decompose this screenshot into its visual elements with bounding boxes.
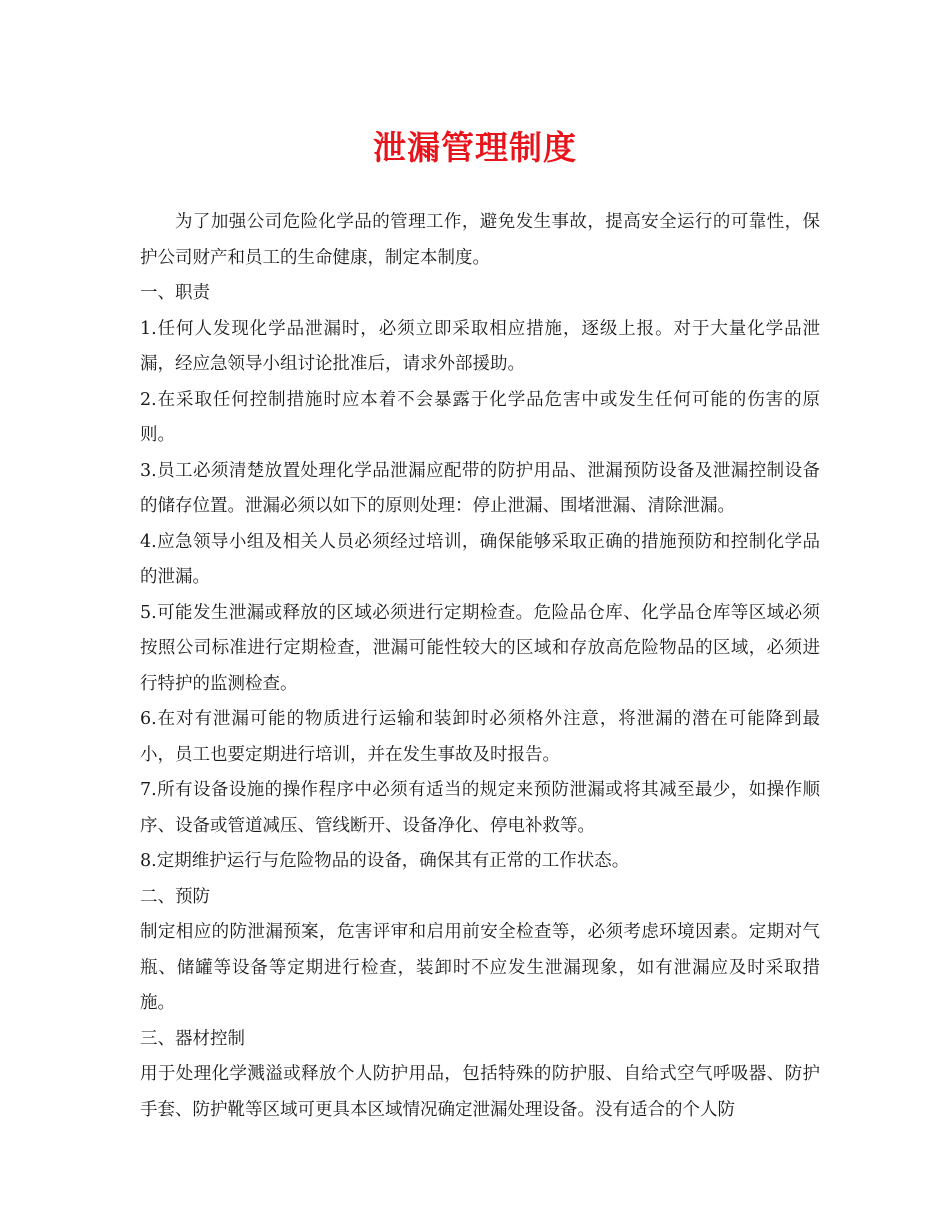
responsibility-item-4: 4.应急领导小组及相关人员必须经过培训，确保能够采取正确的措施预防和控制化学品的泄漏。 — [140, 531, 820, 587]
responsibility-item-2: 2.在采取任何控制措施时应本着不会暴露于化学品危害中或发生任何可能的伤害的原则。 — [140, 389, 820, 445]
responsibility-item-5: 5.可能发生泄漏或释放的区域必须进行定期检查。危险品仓库、化学品仓库等区域必须按照公司标准进行定期检查，泄漏可能性较大的区域和存放高危险物品的区域，必须进行特护的监测检查。 — [140, 602, 820, 694]
section-heading-equipment-control: 三、器材控制 — [140, 1028, 245, 1049]
section-heading-responsibilities: 一、职责 — [140, 283, 210, 303]
equipment-control-paragraph: 用于处理化学溅溢或释放个人防护用品，包括特殊的防护服、自给式空气呼吸器、防护手套、防护靴等区域可更具本区域情况确定泄漏处理设备。没有适合的个人防 — [140, 1064, 820, 1120]
prevention-paragraph: 制定相应的防泄漏预案，危害评审和启用前安全检查等，必须考虑环境因素。定期对气瓶、储罐等设备等定期进行检查，装卸时不应发生泄漏现象，如有泄漏应及时采取措施。 — [140, 922, 820, 1013]
responsibility-item-1: 1.任何人发现化学品泄漏时，必须立即采取相应措施，逐级上报。对于大量化学品泄漏，经应急领导小组讨论批准后，请求外部援助。 — [140, 318, 820, 374]
document-title: 泄漏管理制度 — [373, 128, 577, 167]
document-body — [140, 205, 820, 1128]
responsibility-item-7: 7.所有设备设施的操作程序中必须有适当的规定来预防泄漏或将其减至最少，如操作顺序、设备或管道减压、管线断开、设备净化、停电补救等。 — [140, 780, 820, 836]
responsibility-item-8: 8.定期维护运行与危险物品的设备，确保其有正常的工作状态。 — [140, 851, 630, 871]
responsibility-item-6: 6.在对有泄漏可能的物质进行运输和装卸时必须格外注意，将泄漏的潜在可能降到最小，员工也要定期进行培训，并在发生事故及时报告。 — [140, 709, 820, 765]
intro-paragraph: 为了加强公司危险化学品的管理工作，避免发生事故，提高安全运行的可靠性，保护公司财产和员工的生命健康，制定本制度。 — [140, 212, 820, 268]
responsibility-item-3: 3.员工必须清楚放置处理化学品泄漏应配带的防护用品、泄漏预防设备及泄漏控制设备的储存位置。泄漏必须以如下的原则处理：停止泄漏、围堵泄漏、清除泄漏。 — [140, 460, 820, 516]
section-heading-prevention: 二、预防 — [140, 886, 210, 907]
